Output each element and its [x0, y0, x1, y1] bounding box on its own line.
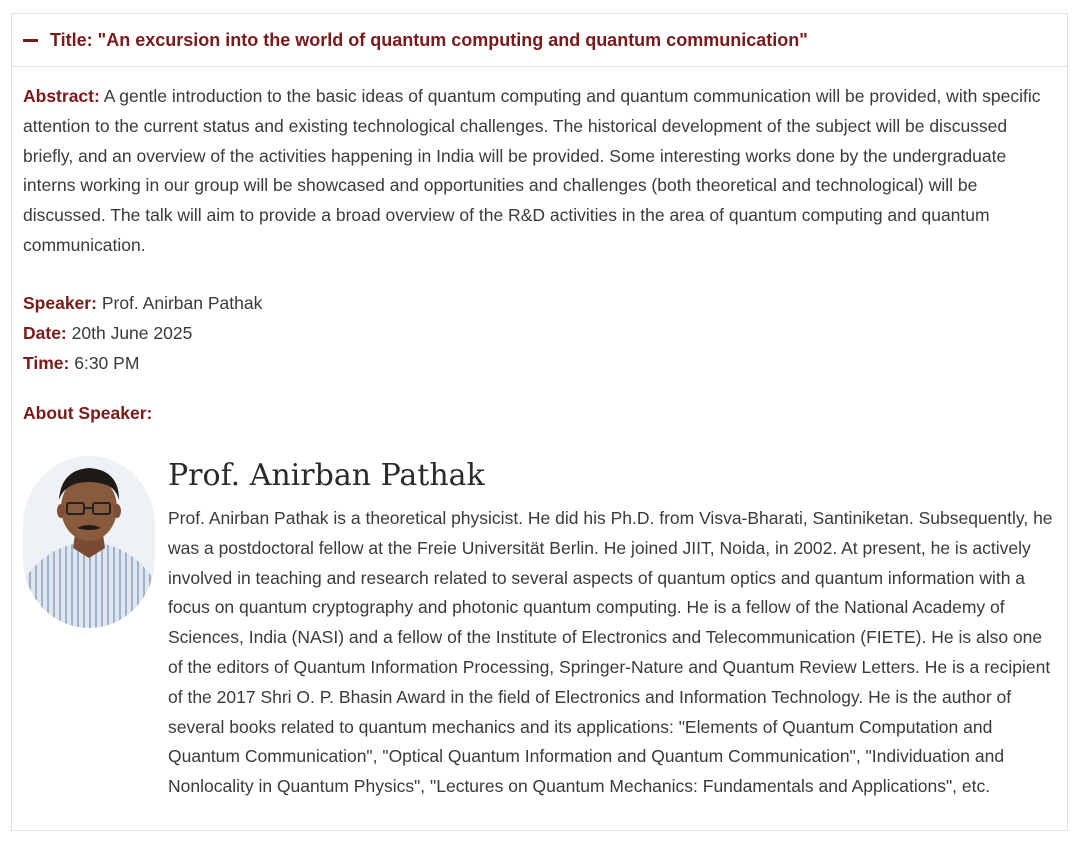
abstract-paragraph — [23, 82, 1059, 261]
accordion-body — [23, 82, 1059, 797]
date-value: 20th June 2025 — [71, 322, 193, 343]
speaker-photo-illustration — [23, 456, 155, 628]
abstract-label: Abstract: — [23, 86, 100, 106]
speaker-bio-section — [168, 456, 1060, 802]
abstract-text: A gentle introduction to the basic ideas of quantum computing and quantum communication will be provided, with specific attention to the current status and existing technological challenges. The historical development of the subject will be discussed briefly, and an overview of the activities happening in India will be provided. Some interesting works done by the undergraduate interns working in our group will be showcased and opportunities and challenges (both theoretical and technological) will be discussed. The talk will aim to provide a broad overview of the R&D activities in the area of quantum computing and quantum communication. — [23, 86, 1041, 255]
time-value: 6:30 PM — [74, 352, 140, 373]
accordion-header[interactable] — [12, 14, 1067, 67]
speaker-photo — [23, 456, 155, 628]
about-speaker-heading: About Speaker: — [23, 402, 153, 423]
speaker-label: Speaker: — [23, 292, 97, 313]
event-title: Title: "An excursion into the world of quantum computing and quantum communication" — [50, 29, 808, 50]
speaker-bio: Prof. Anirban Pathak is a theoretical physicist. He did his Ph.D. from Visva-Bharati, Santiniketan. Subsequently, he was a postdoctoral fellow at the Freie Universität Berlin. He joined JIIT, Noida, in 2002. At present, he is actively involved in teaching and research related to several aspects of quantum optics and quantum information with a focus on quantum cryptography and photonic quantum computing. He is a fellow of the National Academy of Sciences, India (NASI) and a fellow of the Institute of Electronics and Telecommunication (FIETE). He is also one of the editors of Quantum Information Processing, Springer-Nature and Quantum Review Letters. He is a recipient of the 2017 Shri O. P. Bhasin Award in the field of Electronics and Information Technology. He is the author of several books related to quantum mechanics and its applications: "Elements of Quantum Computation and Quantum Communication", "Optical Quantum Information and Quantum Communication", "Individuation and Nonlocality in Quantum Physics", "Lectures on Quantum Mechanics: Fundamentals and Applications", etc. — [168, 508, 1053, 797]
minus-icon[interactable] — [23, 39, 38, 42]
date-label: Date: — [23, 322, 67, 343]
time-row — [23, 348, 1059, 378]
speaker-row — [23, 288, 1059, 318]
event-accordion-panel — [11, 13, 1068, 831]
date-row — [23, 318, 1059, 348]
event-meta — [23, 288, 1059, 378]
speaker-name-heading: Prof. Anirban Pathak — [168, 458, 485, 493]
time-label: Time: — [23, 352, 70, 373]
speaker-value: Prof. Anirban Pathak — [101, 292, 263, 313]
